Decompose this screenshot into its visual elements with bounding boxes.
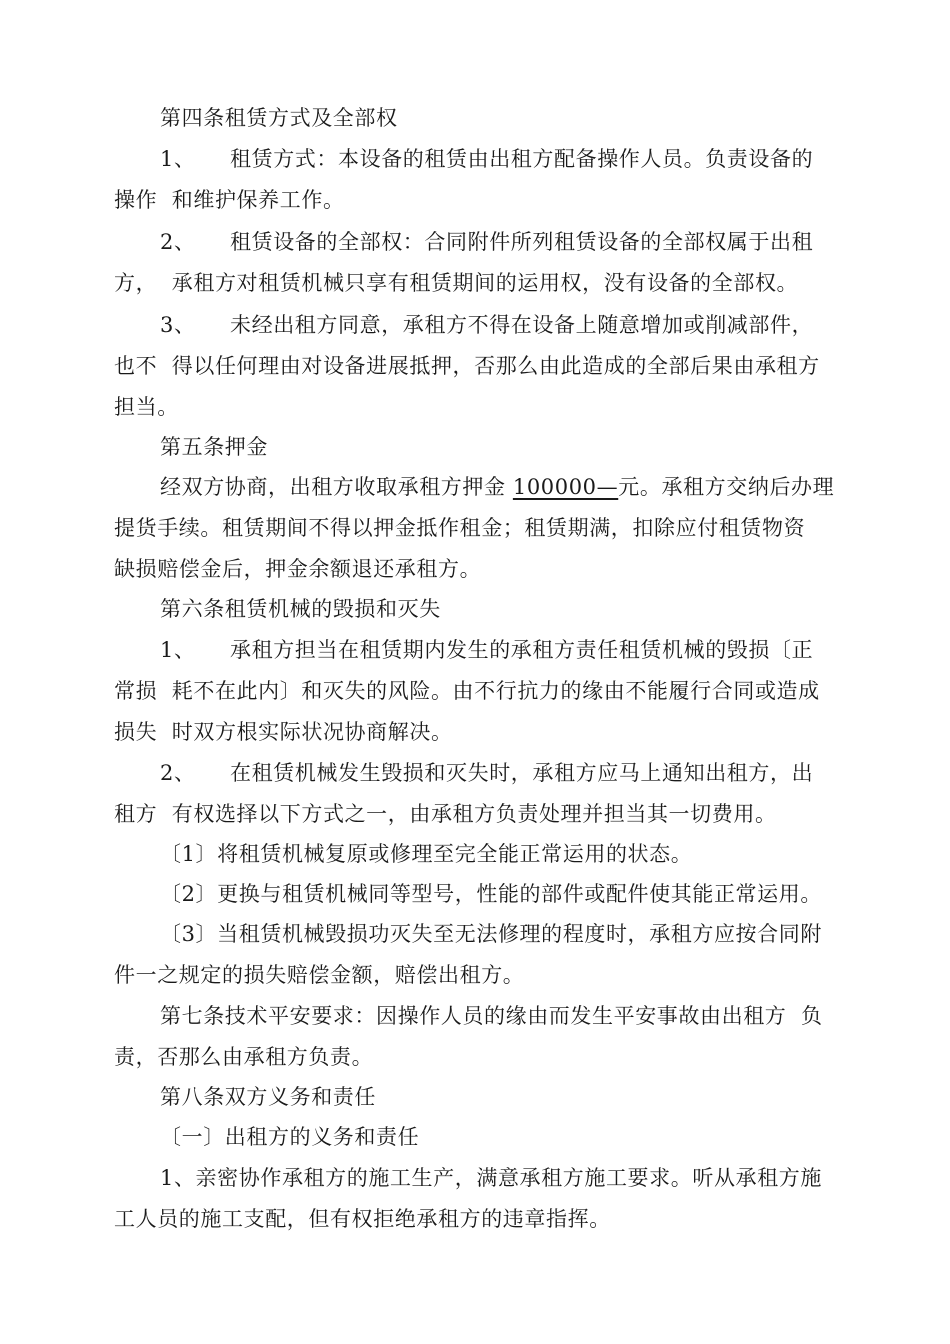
article-4-item-1-number: 1、 <box>160 147 196 171</box>
article-4-item-1-text-cont: 操作 和维护保养工作。 <box>114 188 345 212</box>
article-5-text-cont-2: 缺损赔偿金后，押金余额退还承租方。 <box>114 557 482 581</box>
article-5-text-post: 元。承租方交纳后办理 <box>618 475 835 499</box>
article-5-text-pre: 经双方协商，出租方收取承租方押金 <box>160 475 513 499</box>
article-6-option-1: 〔1〕将租赁机械复原或修理至完全能正常运用的状态。 <box>160 842 693 866</box>
article-4-item-3-text-cont-2: 担当。 <box>114 395 179 419</box>
article-6-item-2-text: 在租赁机械发生毁损和灭失时，承租方应马上通知出租方，出 <box>230 761 814 785</box>
article-4-item-2-text-cont: 方， 承租方对租赁机械只享有租赁期间的运用权，没有设备的全部权。 <box>114 271 799 295</box>
article-4-item-1-text: 租赁方式：本设备的租赁由出租方配备操作人员。负责设备的 <box>230 147 814 171</box>
article-5-title: 第五条押金 <box>160 435 268 459</box>
article-6-title: 第六条租赁机械的毁损和灭失 <box>160 597 441 621</box>
article-7-text-cont: 责，否那么由承租方负责。 <box>114 1045 374 1069</box>
article-8-subsection-1-title: 〔一〕出租方的义务和责任 <box>160 1125 420 1149</box>
article-6-item-1-text-cont: 常损 耗不在此内〕和灭失的风险。由不行抗力的缘由不能履行合同或造成 <box>114 679 820 703</box>
article-6-option-3-cont: 件一之规定的损失赔偿金额，赔偿出租方。 <box>114 963 525 987</box>
article-5-text <box>160 473 834 501</box>
article-8-title: 第八条双方义务和责任 <box>160 1085 376 1109</box>
article-4-item-3-text: 未经出租方同意，承租方不得在设备上随意增加或削减部件， <box>230 313 814 337</box>
article-8-item-1-text: 1、亲密协作承租方的施工生产，满意承租方施工要求。听从承租方施 <box>160 1166 822 1190</box>
article-6-item-1-text-cont-2: 损失 时双方根实际状况协商解决。 <box>114 720 453 744</box>
article-7-text: 第七条技术平安要求：因操作人员的缘由而发生平安事故由出租方 负 <box>160 1004 823 1028</box>
deposit-amount: 100000— <box>512 475 619 499</box>
article-4-item-3-number: 3、 <box>160 313 196 337</box>
article-5-text-cont: 提货手续。租赁期间不得以押金抵作租金；租赁期满，扣除应付租赁物资 <box>114 516 806 540</box>
article-6-item-1-number: 1、 <box>160 638 196 662</box>
article-6-item-2-number: 2、 <box>160 761 196 785</box>
article-6-item-1-text: 承租方担当在租赁期内发生的承租方责任租赁机械的毁损〔正 <box>230 638 814 662</box>
article-4-title: 第四条租赁方式及全部权 <box>160 106 398 130</box>
article-8-item-1-text-cont: 工人员的施工支配，但有权拒绝承租方的违章指挥。 <box>114 1207 611 1231</box>
article-4-item-2-number: 2、 <box>160 230 196 254</box>
article-4-item-3-text-cont: 也不 得以任何理由对设备进展抵押，否那么由此造成的全部后果由承租方 <box>114 354 820 378</box>
article-6-item-2-text-cont: 租方 有权选择以下方式之一，由承租方负责处理并担当其一切费用。 <box>114 802 777 826</box>
article-4-item-2-text: 租赁设备的全部权：合同附件所列租赁设备的全部权属于出租 <box>230 230 814 254</box>
article-6-option-3: 〔3〕当租赁机械毁损功灭失至无法修理的程度时，承租方应按合同附 <box>160 922 822 946</box>
article-6-option-2: 〔2〕更换与租赁机械同等型号，性能的部件或配件使其能正常运用。 <box>160 882 822 906</box>
